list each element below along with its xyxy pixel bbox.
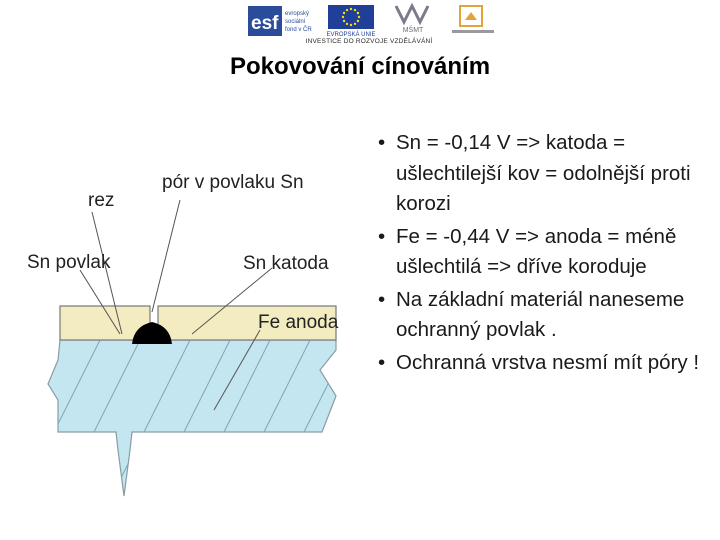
svg-text:fond v ČR: fond v ČR	[285, 27, 312, 33]
corrosion-diagram	[20, 160, 360, 500]
banner-caption: INVESTICE DO ROZVOJE VZDĚLÁVÁNÍ	[305, 38, 433, 45]
eu-star-icon	[346, 23, 348, 25]
bullet-item: • Ochranná vrstva nesmí mít póry !	[374, 348, 704, 379]
esf-logo	[247, 4, 317, 37]
svg-text:MŠMT: MŠMT	[402, 27, 424, 34]
bullet-item: • Na základní materiál naneseme ochranný povlak .	[374, 285, 704, 346]
svg-text:evropský: evropský	[285, 11, 310, 17]
eu-star-icon	[357, 12, 359, 14]
eu-star-icon	[342, 16, 344, 18]
eu-flag-logo	[322, 4, 380, 37]
bullet-item: • Fe = -0,44 V => anoda = méně ušlechtilá => dříve koroduje	[374, 222, 704, 283]
label-fe-anoda: Fe anoda	[258, 312, 339, 333]
eu-star-icon	[343, 20, 345, 22]
eu-star-icon	[343, 12, 345, 14]
eu-star-icon	[354, 23, 356, 25]
svg-text:EVROPSKÁ UNIE: EVROPSKÁ UNIE	[326, 32, 376, 37]
eu-star-icon	[354, 9, 356, 11]
bullet-list	[374, 128, 704, 380]
svg-text:sociální: sociální	[285, 19, 306, 25]
label-sn-katoda: Sn katoda	[243, 253, 329, 274]
bullet-item: • Sn = -0,14 V => katoda = ušlechtilejší kov = odolnější proti korozi	[374, 128, 704, 220]
eu-star-icon	[350, 24, 352, 26]
eu-star-icon	[358, 16, 360, 18]
eu-star-icon	[350, 8, 352, 10]
logo-banner	[244, 2, 496, 48]
msmt-logo	[384, 2, 442, 37]
svg-text:esf: esf	[251, 13, 279, 34]
page-title: Pokovování cínováním	[229, 53, 491, 80]
label-sn-povlak: Sn povlak	[27, 252, 111, 273]
eu-star-icon	[357, 20, 359, 22]
op-logo	[450, 4, 496, 37]
label-por: pór v povlaku Sn	[162, 172, 304, 193]
label-rez: rez	[88, 190, 115, 211]
eu-star-icon	[346, 9, 348, 11]
steel-substrate	[48, 340, 336, 496]
